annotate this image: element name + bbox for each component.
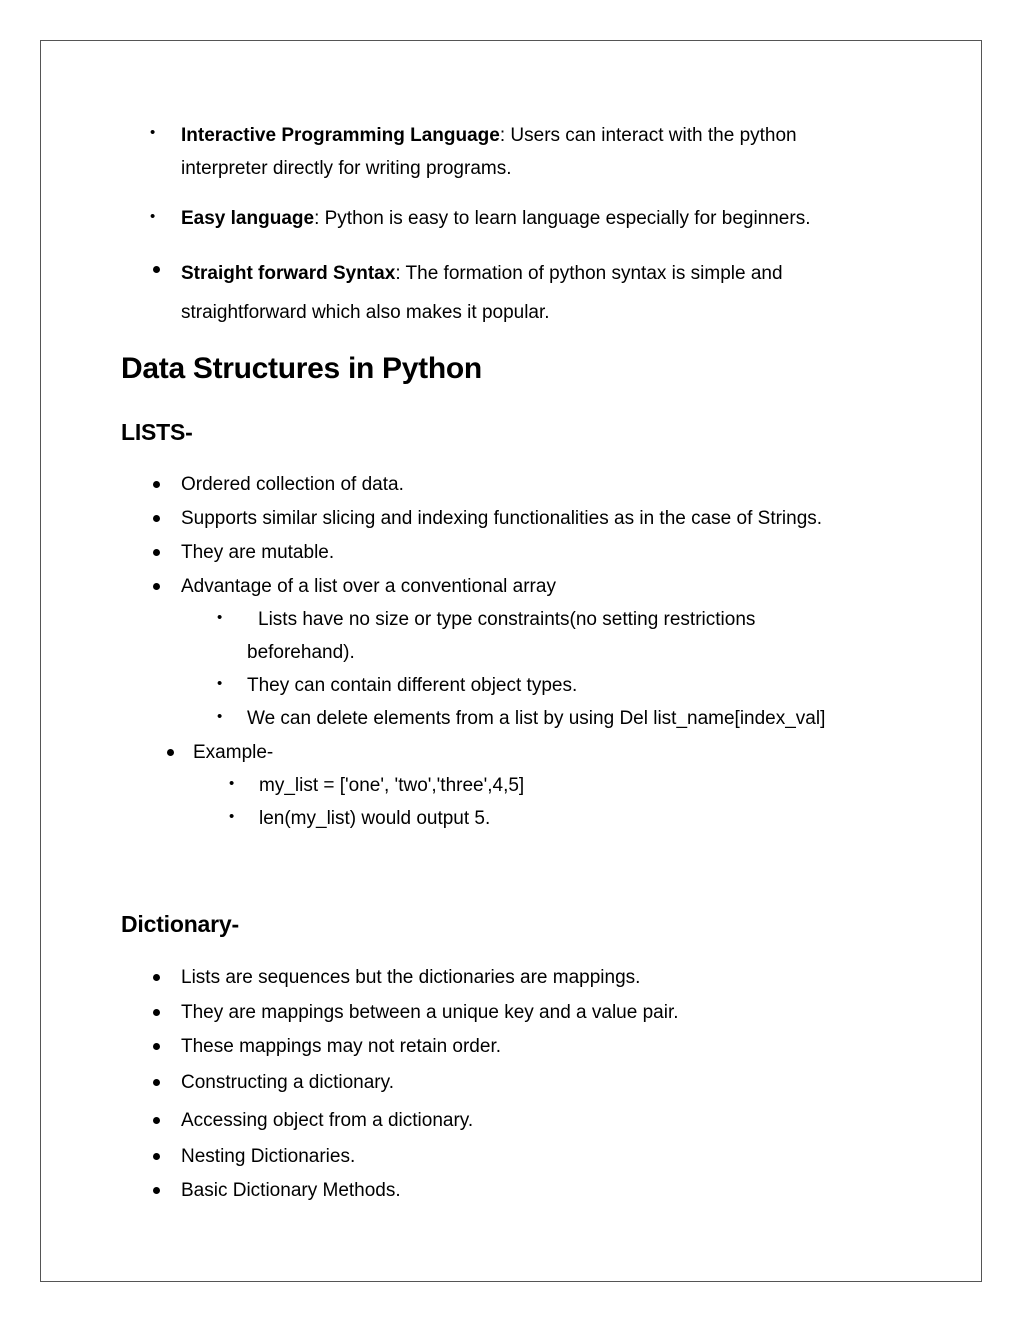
bullet — [153, 515, 160, 522]
bullet — [167, 749, 174, 756]
bullet — [153, 1153, 160, 1160]
intro-item-3-cont: straightforward which also makes it popular. — [181, 302, 550, 323]
intro-item-3 — [181, 257, 783, 290]
intro-item-1 — [181, 119, 797, 152]
bullet — [153, 1187, 160, 1194]
bullet — [153, 1117, 160, 1124]
bullet — [153, 1079, 160, 1086]
intro-item-2 — [181, 202, 810, 235]
lists-item-2: Supports similar slicing and indexing functionalities as in the case of Strings. — [181, 508, 823, 529]
dict-item-7: Basic Dictionary Methods. — [181, 1180, 401, 1201]
lists-item-3: They are mutable. — [181, 542, 335, 563]
bullet — [153, 974, 160, 981]
dict-item-3: These mappings may not retain order. — [181, 1036, 502, 1057]
dict-item-6: Nesting Dictionaries. — [181, 1146, 356, 1167]
bullet: • — [229, 775, 235, 792]
bullet: • — [229, 808, 235, 825]
bullet: • — [150, 124, 156, 141]
example-2: len(my_list) would output 5. — [259, 808, 491, 829]
lists-item-4: Advantage of a list over a conventional array — [181, 576, 556, 597]
bullet: • — [150, 208, 156, 225]
intro-item-2-desc: : Python is easy to learn language especially for beginners. — [314, 208, 811, 229]
example-1: my_list = ['one', 'two','three',4,5] — [259, 775, 525, 796]
advantage-1: Lists have no size or type constraints(no setting restrictions — [258, 609, 756, 630]
intro-item-1-term: Interactive Programming Language — [181, 125, 500, 146]
intro-item-1-cont: interpreter directly for writing programs. — [181, 158, 512, 179]
lists-item-1: Ordered collection of data. — [181, 474, 404, 495]
intro-item-3-term: Straight forward Syntax — [181, 263, 396, 284]
dictionary-heading: Dictionary- — [121, 911, 239, 937]
dict-item-4: Constructing a dictionary. — [181, 1072, 394, 1093]
example-label: Example- — [193, 742, 274, 763]
bullet — [153, 549, 160, 556]
bullet — [153, 1043, 160, 1050]
dict-item-2: They are mappings between a unique key and a value pair. — [181, 1002, 679, 1023]
lists-heading: LISTS- — [121, 419, 193, 445]
section-title: Data Structures in Python — [121, 352, 482, 385]
advantage-2: They can contain different object types. — [247, 675, 578, 696]
bullet — [153, 481, 160, 488]
dict-item-1: Lists are sequences but the dictionaries are mappings. — [181, 967, 641, 988]
bullet — [153, 266, 160, 273]
intro-item-3-desc: : The formation of python syntax is simple and — [395, 263, 783, 284]
bullet — [153, 583, 160, 590]
dict-item-5: Accessing object from a dictionary. — [181, 1110, 474, 1131]
bullet: • — [217, 609, 223, 626]
advantage-1-cont: beforehand). — [247, 642, 355, 663]
bullet: • — [217, 675, 223, 692]
advantage-3: We can delete elements from a list by using Del list_name[index_val] — [247, 708, 826, 729]
bullet: • — [217, 708, 223, 725]
bullet — [153, 1009, 160, 1016]
intro-item-2-term: Easy language — [181, 208, 315, 229]
intro-item-1-desc: : Users can interact with the python — [499, 125, 797, 146]
